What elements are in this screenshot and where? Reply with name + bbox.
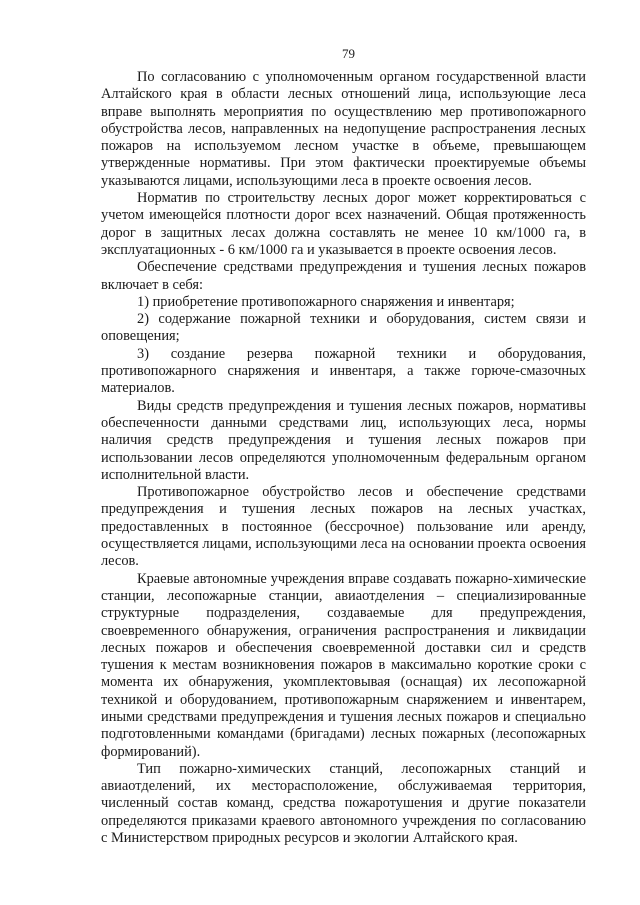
- page-number: 79: [342, 46, 355, 61]
- paragraph-fire-arrangement: Противопожарное обустройство лесов и обеспечение средствами предупреждения и тушения лесных пожаров на лесных участках, предоставленных в постоянное (бессрочное) пользование или аренду, осуществляется лицами, использующими леса на основании проекта освоения лесов.: [101, 484, 586, 570]
- paragraph-fire-means-intro: Обеспечение средствами предупреждения и тушения лесных пожаров включает в себя:: [101, 259, 586, 293]
- list-item-3: 3) создание резерва пожарной техники и оборудования, противопожарного снаряжения и инвентаря, а также горюче-смазочных материалов.: [101, 345, 586, 397]
- paragraph-consent-fire-measures: По согласованию с уполномоченным органом государственной власти Алтайского края в области лесных отношений лица, использующие леса вправе выполнять мероприятия по осуществлению мер противопожарного обустройства лесов, направленных на недопущение распространения лесных пожаров на используемом лесном участке в объеме, превышающем утвержденные нормативы. При этом фактически проектируемые объемы указываются лицами, использующими леса в проекте освоения лесов.: [101, 69, 586, 189]
- list-item-1: 1) приобретение противопожарного снаряжения и инвентаря;: [137, 293, 515, 310]
- paragraph-road-norms: Норматив по строительству лесных дорог может корректироваться с учетом имеющейся плотности дорог всех назначений. Общая протяженность дорог в защитных лесах должна составлять не менее 10 км/1000 га, в эксплуатационных - 6 км/1000 га и указывается в проекте освоения лесов.: [101, 190, 586, 258]
- paragraph-station-types: Тип пожарно-химических станций, лесопожарных станций и авиаотделений, их месторасположение, обслуживаемая территория, численный состав команд, средства пожаротушения и другие показатели определяются приказами краевого автономного учреждения по согласованию с Министерством природных ресурсов и экологии Алтайского края.: [101, 760, 586, 847]
- paragraph-autonomous-institutions: Краевые автономные учреждения вправе создавать пожарно-химические станции, лесопожарные станции, авиаотделения – специализированные структурные подразделения, создаваемые для предупреждения, своевременного обнаружения, ограничения распространения и ликвидации лесных пожаров и обеспечения своевременной доставки сил и средств тушения к местам возникновения пожаров в максимально короткие сроки с момента их обнаружения, укомплектовывая (оснащая) их лесопожарной техникой и оборудованием, противопожарным снаряжением и инвентарем, иными средствами предупреждения и тушения лесных пожаров и специально подготовленными командами (бригадами) лесных пожарных (лесопожарных формирований).: [101, 570, 586, 760]
- list-item-2: 2) содержание пожарной техники и оборудования, систем связи и оповещения;: [101, 311, 586, 345]
- document-body: [101, 69, 586, 847]
- paragraph-means-types: Виды средств предупреждения и тушения лесных пожаров, нормативы обеспеченности данными средствами лиц, использующих леса, нормы наличия средств предупреждения и тушения лесных пожаров при использовании лесов определяются уполномоченным федеральным органом исполнительной власти.: [101, 397, 586, 483]
